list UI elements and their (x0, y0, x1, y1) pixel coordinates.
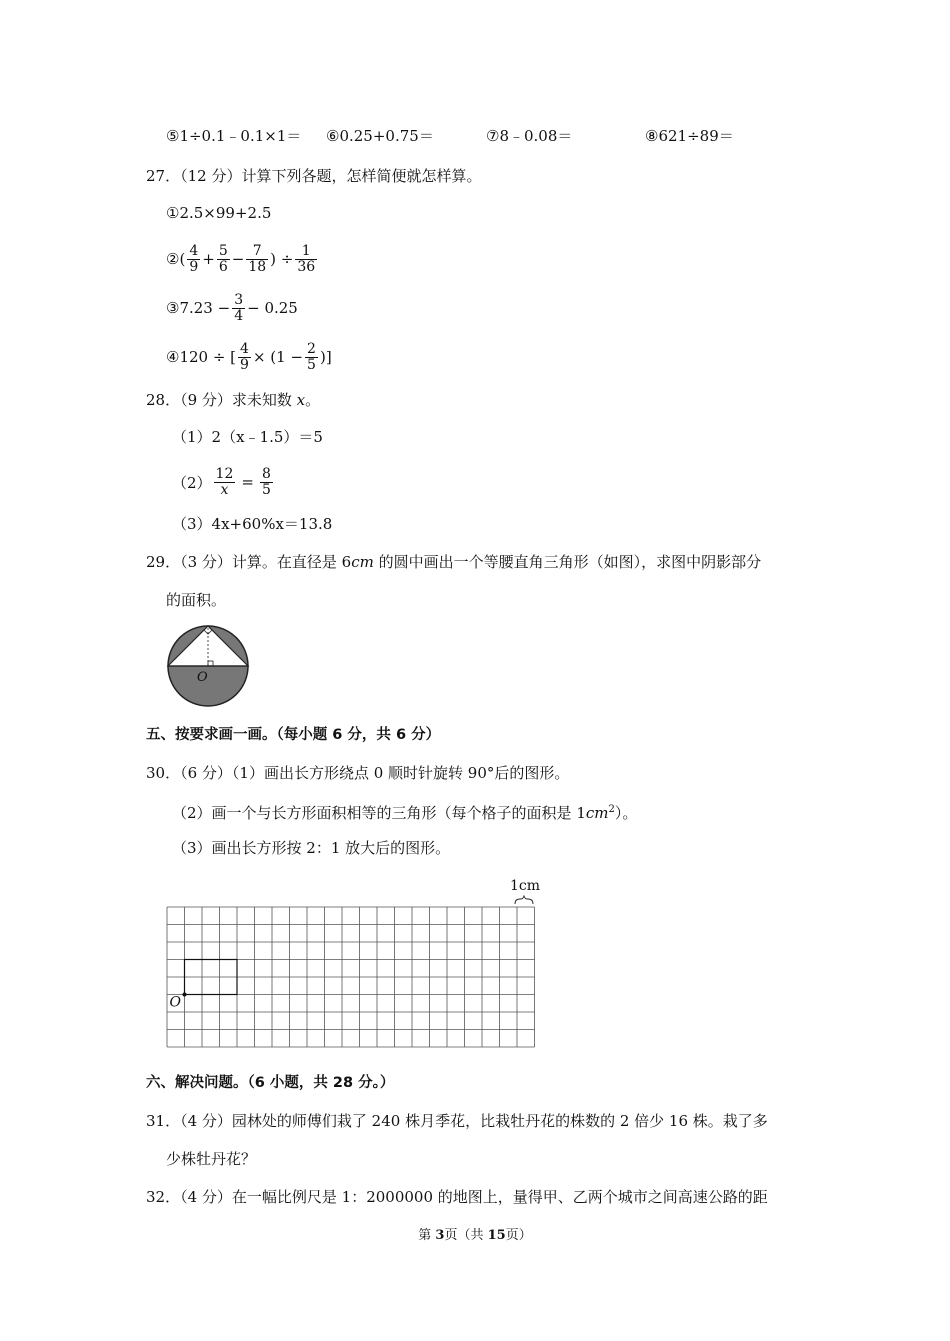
fraction: $\frac{4}{9}$ (189, 242, 199, 275)
problem-6: ⑥0.25+0.75＝ (326, 127, 434, 145)
scale-label: 1cm (510, 878, 540, 894)
question-28-title: 28．（9 分）求未知数 x。 (146, 391, 321, 409)
question-30-line-1: 30．（6 分）（1）画出长方形绕点 0 顺时针旋转 90°后的图形。 (146, 764, 570, 782)
q28-part-2: （2） $\frac{12}{x}$ = $\frac{8}{5}$ (172, 465, 271, 498)
section-5-heading: 五、按要求画一画。（每小题 6 分，共 6 分） (146, 727, 441, 743)
q27-part-2: ②( $\frac{4}{9}$ + $\frac{5}{6}$ − $\frac{7}{18}$ ) ÷ $\frac{1}{36}$ (166, 242, 316, 275)
fraction: $\frac{1}{36}$ (297, 242, 316, 275)
question-29-line-1: 29．（3 分）计算。在直径是 6cm 的圆中画出一个等腰直角三角形（如图），求图中阴影部分 (146, 553, 762, 571)
fraction: $\frac{4}{9}$ (240, 340, 249, 373)
question-31-line-1: 31．（4 分）园林处的师傅们栽了 240 株月季花，比栽牡丹花的株数的 2 倍少 16 株。栽了多 (146, 1112, 768, 1130)
q27-part-4: ④120 ÷ [ $\frac{4}{9}$ × (1 − $\frac{2}{5}$ )] (166, 340, 332, 373)
problem-7: ⑦8﹣0.08＝ (486, 127, 573, 145)
q27-part-1: ①2.5×99+2.5 (166, 204, 272, 222)
problem-5: ⑤1÷0.1﹣0.1×1＝ (166, 127, 302, 145)
q28-part-1: （1）2（x﹣1.5）＝5 (172, 428, 323, 446)
question-31-line-2: 少株牡丹花？ (166, 1150, 257, 1168)
scale-brace (515, 896, 533, 904)
question-29-line-2: 的面积。 (166, 591, 227, 609)
question-30-line-3: （3）画出长方形按 2：1 放大后的图形。 (172, 839, 451, 857)
section-6-heading: 六、解决问题。（6 小题，共 28 分。） (146, 1075, 395, 1091)
q27-part-3: ③7.23 − $\frac{3}{4}$ − 0.25 (166, 291, 298, 324)
circle-triangle-figure (160, 622, 256, 712)
fraction: $\frac{12}{x}$ (215, 465, 234, 498)
fraction: $\frac{7}{18}$ (248, 242, 267, 275)
origin-point (183, 993, 187, 997)
fraction: $\frac{5}{6}$ (218, 242, 228, 275)
fraction: $\frac{2}{5}$ (307, 340, 316, 373)
center-label: O (197, 670, 208, 685)
origin-label: O (169, 994, 181, 1011)
question-32-line-1: 32．（4 分）在一幅比例尺是 1：2000000 的地图上，量得甲、乙两个城市之间高速公路的距 (146, 1188, 768, 1206)
grid-figure (160, 872, 540, 1057)
fraction: $\frac{8}{5}$ (261, 465, 271, 498)
question-30-line-2: （2）画一个与长方形面积相等的三角形（每个格子的面积是 $1cm^2$）。 (172, 804, 638, 822)
page-footer: 第 3页（共 15页） (418, 1228, 532, 1243)
question-27-title: 27．（12 分）计算下列各题，怎样简便就怎样算。 (146, 167, 482, 185)
square-grid (167, 907, 535, 1047)
problem-8: ⑧621÷89＝ (645, 127, 734, 145)
fraction: $\frac{3}{4}$ (234, 291, 244, 324)
q28-part-3: （3）4x+60%x＝13.8 (172, 515, 333, 533)
